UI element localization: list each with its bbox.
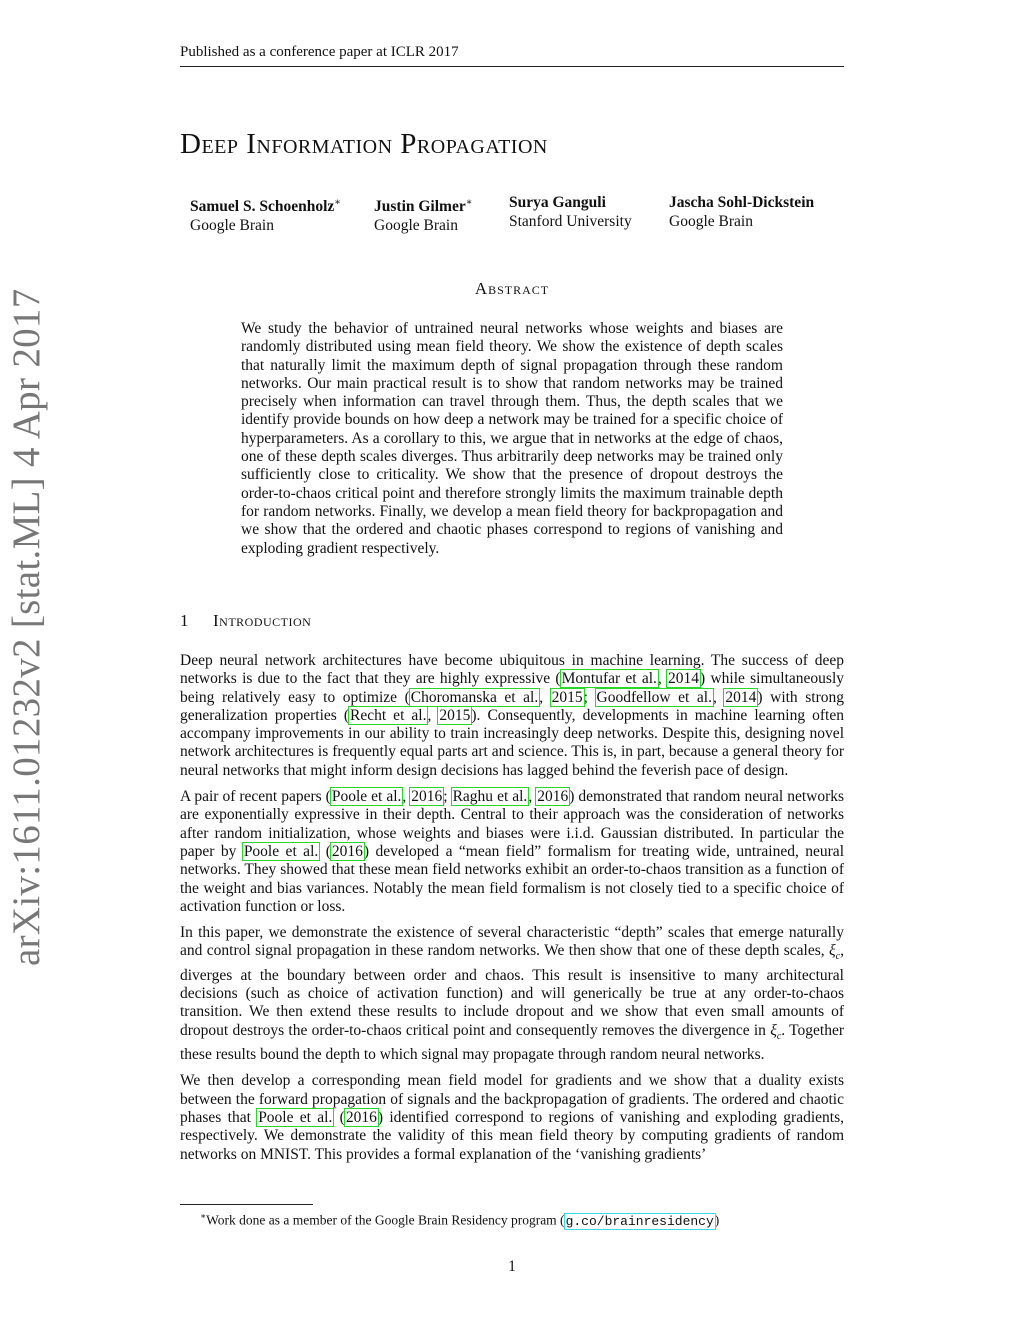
- section-number: 1: [180, 611, 189, 630]
- citation-link[interactable]: 2014: [725, 688, 757, 706]
- author-3-name: Surya Ganguli: [509, 194, 606, 211]
- intro-paragraph-4: We then develop a corresponding mean field model for gradients and we show that a duality exists between the forward propagation of signals and the backpropagation of gradients. The ordered and chaotic phases that Poole et al. (2016) identified correspond to regions of vanishing and exploding gradients, respectively. We demonstrate the validity of this mean field theory by computing gradients of random networks on MNIST. This provides a formal explanation of the ‘vanishing gradients’: [180, 1072, 844, 1163]
- author-2-name: Justin Gilmer∗: [374, 197, 473, 216]
- xi-symbol: ξ: [829, 942, 836, 960]
- footnote-rule: [180, 1204, 313, 1205]
- xi-subscript: c: [776, 1030, 782, 1042]
- running-header: Published as a conference paper at ICLR 2017: [180, 44, 844, 67]
- citation-link[interactable]: Poole et al.: [331, 788, 402, 806]
- page-number: 1: [508, 1258, 516, 1275]
- citation-link[interactable]: Choromanska et al.: [410, 688, 539, 706]
- xi-symbol: ξ: [770, 1021, 777, 1039]
- intro-paragraph-1: Deep neural network architectures have become ubiquitous in machine learning. The success of deep networks is due to the fact that they are highly expressive (Montufar et al., 2014) while simultaneously being relatively easy to optimize (Choromanska et al., 2015; Goodfellow et al., 2014) with strong generalization properties (Recht et al., 2015). Consequently, developments in machine learning often accompany improvements in our ability to train increasingly deep networks. Despite this, designing novel network architectures is frequently equal parts art and science. This is, in part, because a general theory for neural networks that might inform design decisions has lagged behind the feverish pace of design.: [180, 652, 845, 779]
- author-1-name: Samuel S. Schoenholz∗: [190, 197, 342, 216]
- citation-link[interactable]: 2014: [668, 670, 700, 688]
- abstract-text: We study the behavior of untrained neural networks whose weights and biases are randomly distributed using mean field theory. We show the existence of depth scales that naturally limit the maximum depth of signal propagation through these random networks. Our main practical result is to show that random networks may be trained precisely when information can travel through them. Thus, the depth scales that we identify provide bounds on how deep a network may be trained for a specific choice of hyperparameters. As a corollary to this, we argue that in networks at the edge of chaos, one of these depth scales diverges. Thus arbitrarily deep networks may be trained only sufficiently close to criticality. We show that the presence of dropout destroys the order-to-chaos critical point and therefore strongly limits the maximum trainable depth for random networks. Finally, we develop a mean field theory for backpropagation and we show that the ordered and chaotic phases correspond to regions of vanishing and exploding gradient respectively.: [241, 320, 783, 557]
- author-4: [669, 193, 814, 231]
- footnote-mark: ∗: [200, 1211, 207, 1221]
- footnote: ∗Work done as a member of the Google Brain Residency program (g.co/brainresidency): [200, 1211, 720, 1229]
- citation-link[interactable]: Poole et al.: [258, 1109, 333, 1127]
- citation-link[interactable]: 2016: [345, 1109, 377, 1127]
- section-title: Introduction: [213, 611, 312, 630]
- intro-paragraph-2: A pair of recent papers (Poole et al., 2016; Raghu et al., 2016) demonstrated that random neural networks are exponentially expressive in their depth. Central to their approach was the consideration of networks after random initialization, whose weights and biases were i.i.d. Gaussian distributed. In particular the paper by Poole et al. (2016) developed a “mean field” formalism for treating wide, untrained, neural networks. They showed that these mean field networks exhibit an order-to-chaos transition as a function of the weight and bias variances. Notably the mean field formalism is not closely tied to a specific choice of activation function or loss.: [180, 788, 845, 915]
- citation-link[interactable]: Recht et al.: [350, 706, 427, 724]
- author-1: [190, 193, 341, 235]
- citation-link[interactable]: Goodfellow et al.: [596, 688, 712, 706]
- paper-title: Deep Information Propagation: [180, 128, 548, 160]
- xi-subscript: c: [835, 951, 841, 963]
- author-1-affiliation: Google Brain: [190, 217, 274, 235]
- citation-link[interactable]: 2015: [551, 688, 583, 706]
- arxiv-side-stamp: arXiv:1611.01232v2 [stat.ML] 4 Apr 2017: [5, 288, 48, 966]
- citation-link[interactable]: 2016: [331, 842, 363, 860]
- author-2-mark: ∗: [465, 197, 473, 208]
- author-2-affiliation: Google Brain: [374, 217, 458, 235]
- section-heading-introduction: [180, 611, 311, 631]
- citation-link[interactable]: 2016: [411, 788, 443, 806]
- citation-link[interactable]: Montufar et al.: [561, 670, 657, 688]
- author-2: [374, 193, 473, 235]
- citation-link[interactable]: 2016: [537, 788, 569, 806]
- intro-paragraph-3: In this paper, we demonstrate the existence of several characteristic “depth” scales that emerge naturally and control signal propagation in these random networks. We then show that one of these depth scales, $\xi_c$, diverges at the boundary between order and chaos. This result is insensitive to many architectural decisions (such as choice of activation function) and will generically be true at any order-to-chaos transition. We then extend these results to include dropout and we show that even small amounts of dropout destroys the order-to-chaos critical point and consequently removes the divergence in $\xi_c$. Together these results bound the depth to which signal may propagate through random neural networks.: [180, 924, 844, 1064]
- citation-link[interactable]: Poole et al.: [243, 842, 319, 860]
- abstract-heading: Abstract: [474, 279, 550, 298]
- author-4-name: Jascha Sohl-Dickstein: [669, 194, 815, 211]
- introduction-body: [180, 652, 844, 1172]
- citation-link[interactable]: 2015: [439, 706, 471, 724]
- brain-residency-link[interactable]: g.co/brainresidency: [565, 1213, 714, 1229]
- author-4-affiliation: Google Brain: [669, 213, 753, 230]
- author-3: [509, 193, 632, 231]
- author-1-mark: ∗: [334, 197, 342, 208]
- author-3-affiliation: Stanford University: [509, 213, 632, 230]
- citation-link[interactable]: Raghu et al.: [452, 788, 528, 806]
